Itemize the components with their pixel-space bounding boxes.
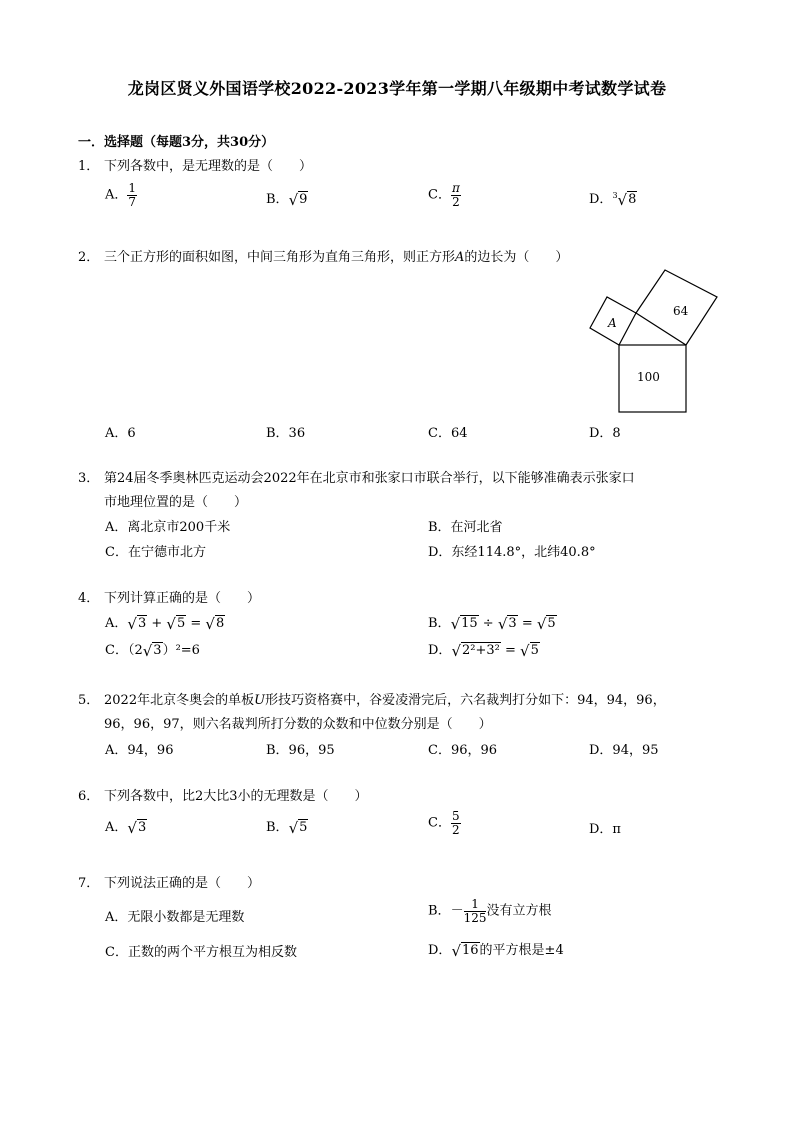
- question-5-stem: [78, 689, 666, 708]
- variable: A: [455, 250, 465, 265]
- option-label: A．: [105, 820, 128, 835]
- q5-option-c: C．96，96: [428, 743, 498, 758]
- question-text: 形技巧资格赛中，谷爱凌滑完后，六名裁判打分如下：94，94，96，: [265, 693, 666, 708]
- radicand: 5: [299, 820, 308, 835]
- q4-option-a: A．√3 + √5 = √8: [105, 614, 225, 633]
- numerator: 1: [464, 898, 487, 912]
- q1-option-a: [105, 182, 137, 208]
- question-number: 6．: [78, 789, 100, 804]
- numerator: π: [451, 181, 460, 195]
- square-root: √3: [497, 614, 517, 633]
- fraction: [464, 898, 487, 924]
- q5-option-b: B．96，95: [266, 743, 335, 758]
- q3-option-a: A．离北京市200千米: [105, 520, 231, 535]
- option-text: ）²=6: [162, 643, 200, 658]
- fraction: [451, 810, 461, 836]
- radicand: 8: [628, 192, 637, 207]
- q6-option-c: [428, 810, 461, 836]
- label-a: A: [608, 316, 617, 330]
- option-label: D．: [428, 943, 452, 958]
- option-label: B．: [266, 820, 289, 835]
- option-label: B．: [428, 903, 451, 919]
- radicand: 3: [153, 643, 162, 658]
- q1-option-c: [428, 182, 461, 208]
- radicand: 5: [176, 616, 186, 631]
- q4-option-d: D．√2²+3² = √5: [428, 641, 539, 660]
- question-number: 4．: [78, 591, 100, 606]
- squares-figure: [580, 266, 730, 416]
- fraction: [127, 182, 137, 208]
- square-root: √2²+3²: [451, 641, 500, 660]
- radicand: 5: [530, 643, 539, 658]
- question-5-stem-cont: 96，96，97，则六名裁判所打分数的众数和中位数分别是（ ）: [104, 717, 492, 732]
- q4-option-b: B．√15 ÷ √3 = √5: [428, 614, 556, 633]
- q7-option-b: [428, 898, 552, 924]
- question-number: 5．: [78, 693, 100, 708]
- denominator: 2: [451, 822, 460, 837]
- square-root: √3: [127, 614, 147, 633]
- square-root: √15: [450, 614, 478, 633]
- section-heading: 一．选择题（每题3分，共30分）: [78, 135, 275, 150]
- radicand: 15: [461, 616, 478, 631]
- numerator: 1: [128, 181, 137, 195]
- q3-option-d: D．东经114.8°，北纬40.8°: [428, 545, 596, 560]
- option-label: A．: [105, 616, 128, 631]
- question-number: 3．: [78, 471, 100, 486]
- question-text: 下列各数中，比2大比3小的无理数是（ ）: [104, 789, 368, 804]
- denominator: 7: [128, 194, 137, 209]
- q2-option-d: D．8: [589, 426, 621, 441]
- radicand: 3: [137, 616, 147, 631]
- q3-option-c: C．在宁德市北方: [105, 545, 206, 560]
- variable: U: [254, 693, 266, 708]
- square-root: √5: [288, 818, 308, 837]
- label-64: 64: [673, 304, 689, 318]
- question-number: 7．: [78, 876, 100, 891]
- question-7-stem: [78, 872, 260, 891]
- q5-option-a: A．94，96: [105, 743, 174, 758]
- square-root: √16: [451, 941, 479, 960]
- q4-option-c: [105, 639, 200, 660]
- question-text: 的边长为（ ）: [464, 250, 569, 265]
- question-2-stem: [78, 246, 568, 265]
- q1-option-b: [266, 188, 308, 209]
- option-label: D．: [589, 192, 613, 207]
- minus-sign: －: [450, 903, 464, 919]
- option-text: 没有立方根: [486, 903, 552, 919]
- question-number: 2．: [78, 250, 100, 265]
- question-4-stem: [78, 587, 260, 606]
- question-3-stem: [78, 467, 635, 486]
- square-root: √9: [288, 190, 308, 209]
- question-text: 下列计算正确的是（ ）: [104, 591, 261, 606]
- q1-option-d: [589, 188, 637, 209]
- radicand: 3: [508, 616, 517, 631]
- root-index: 3: [612, 190, 618, 200]
- numerator: 5: [451, 809, 460, 823]
- radicand: 2²+3²: [462, 643, 500, 658]
- square-root: √5: [536, 614, 556, 633]
- radicand: 8: [215, 616, 225, 631]
- q6-option-b: [266, 816, 308, 837]
- q2-option-b: B．36: [266, 426, 306, 441]
- question-text: 下列说法正确的是（ ）: [104, 876, 261, 891]
- page-title: 龙岗区贤义外国语学校2022-2023学年第一学期八年级期中考试数学试卷: [127, 79, 667, 98]
- square-root: √5: [520, 641, 539, 660]
- question-text: 第24届冬季奥林匹克运动会2022年在北京市和张家口市联合举行，以下能够准确表示张家口: [104, 471, 635, 486]
- q3-option-b: B．在河北省: [428, 520, 503, 535]
- q7-option-d: [428, 939, 564, 960]
- q2-option-c: C．64: [428, 426, 468, 441]
- option-label: D．: [428, 643, 452, 658]
- question-text: 下列各数中，是无理数的是（ ）: [104, 159, 313, 174]
- square-root: √3: [142, 641, 162, 660]
- question-text: 2022年北京冬奥会的单板: [104, 693, 255, 708]
- question-text: 三个正方形的面积如图，中间三角形为直角三角形，则正方形: [104, 250, 456, 265]
- q7-option-c: C．正数的两个平方根互为相反数: [105, 945, 297, 960]
- q7-option-a: A．无限小数都是无理数: [105, 910, 245, 925]
- option-text: 的平方根是±4: [479, 943, 564, 958]
- q6-option-d: D．π: [589, 822, 621, 837]
- option-label: C．（2: [105, 643, 143, 658]
- radicand: 5: [547, 616, 556, 631]
- denominator: 2: [452, 194, 460, 209]
- question-number: 1．: [78, 159, 100, 174]
- option-label: B．: [266, 192, 289, 207]
- radicand: 16: [462, 943, 479, 958]
- question-3-stem-cont: 市地理位置的是（ ）: [104, 495, 248, 510]
- q5-option-d: D．94，95: [589, 743, 659, 758]
- denominator: 125: [463, 910, 487, 925]
- q2-option-a: A．6: [105, 426, 136, 441]
- option-label: A．: [105, 187, 128, 203]
- radicand: 9: [299, 192, 308, 207]
- question-1-stem: [78, 155, 312, 174]
- option-label: C．: [428, 187, 451, 203]
- square-root: √5: [166, 614, 186, 633]
- option-label: B．: [428, 616, 451, 631]
- label-100: 100: [637, 370, 660, 384]
- option-label: C．: [428, 815, 451, 831]
- q6-option-a: [105, 816, 147, 837]
- fraction: [451, 182, 461, 208]
- radicand: 3: [137, 820, 147, 835]
- square-root: √3: [127, 818, 147, 837]
- question-6-stem: [78, 785, 368, 804]
- cube-root: $^3$√8: [612, 190, 637, 209]
- square-root: √8: [205, 614, 225, 633]
